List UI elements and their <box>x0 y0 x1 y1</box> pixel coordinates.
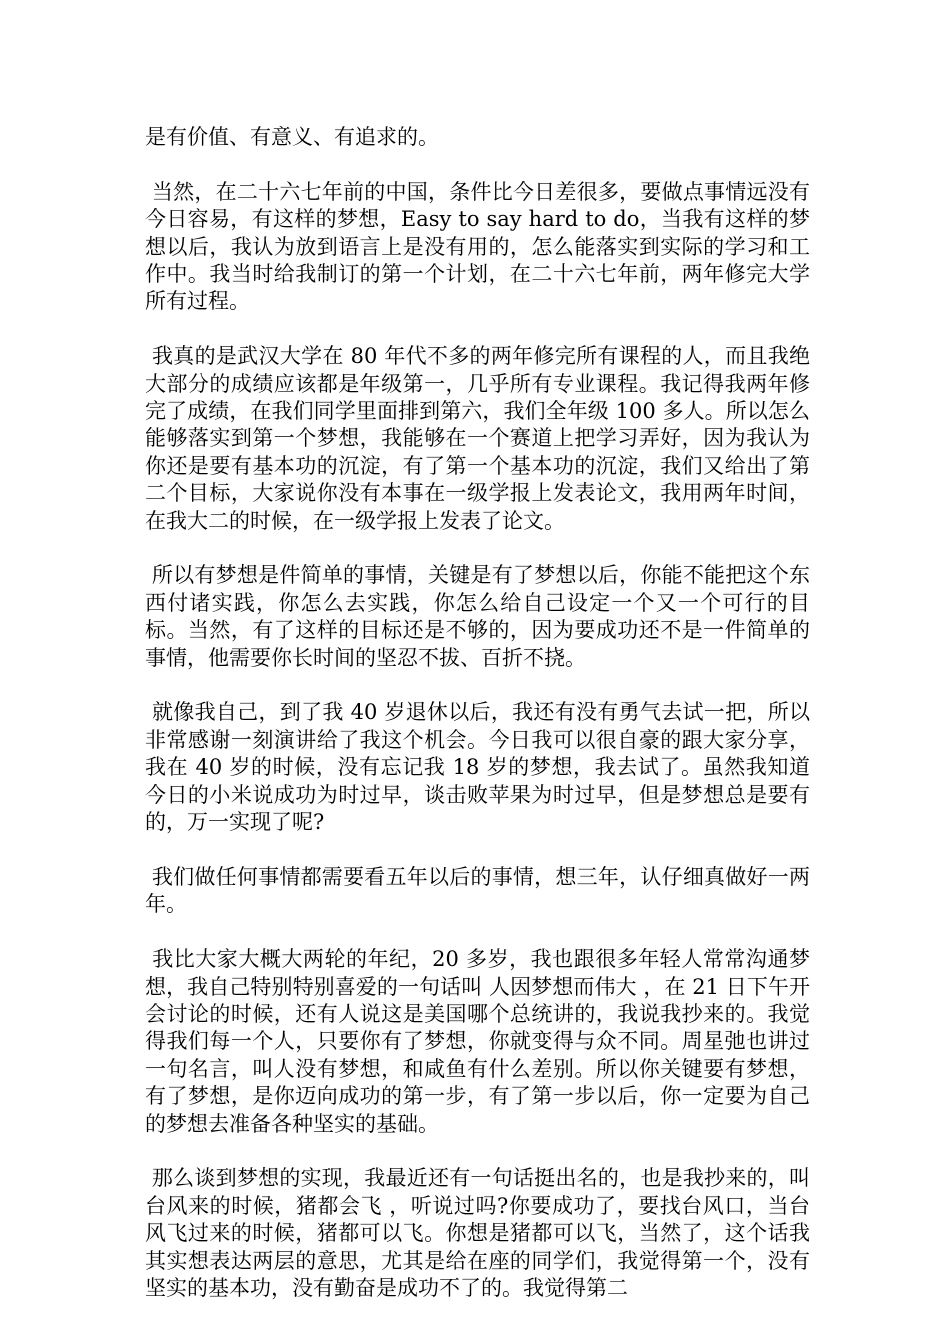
paragraph-7: 我比大家大概大两轮的年纪，20 多岁，我也跟很多年轻人常常沟通梦想，我自己特别特别喜爱的一句话叫 人因梦想而伟大 ，在 21 日下午开会讨论的时候，还有人说这是美国哪个总统讲的，我说我抄来的。我觉得我们每一个人，只要你有了梦想，你就变得与众不同。周星弛也讲过一句名言，叫人没有梦想，和咸鱼有什么差别。所以你关键要有梦想，有了梦想，是你迈向成功的第一步，有了第一步以后，你一定要为自己的梦想去准备各种坚实的基础。 <box>145 947 810 1136</box>
paragraph-3: 我真的是武汉大学在 80 年代不多的两年修完所有课程的人，而且我绝大部分的成绩应该都是年级第一，几乎所有专业课程。我记得我两年修完了成绩，在我们同学里面排到第六，我们全年级 100 多人。所以怎么能够落实到第一个梦想，我能够在一个赛道上把学习弄好，因为我认为你还是要有基本功的沉淀，有了第一个基本功的沉淀，我们又给出了第二个目标，大家说你没有本事在一级学报上发表论文，我用两年时间，在我大二的时候，在一级学报上发表了论文。 <box>145 344 810 533</box>
paragraph-4: 所以有梦想是件简单的事情，关键是有了梦想以后，你能不能把这个东西付诸实践，你怎么去实践，你怎么给自己设定一个又一个可行的目标。当然，有了这样的目标还是不够的，因为要成功还不是一件简单的事情，他需要你长时间的坚忍不拔、百折不挠。 <box>145 563 810 670</box>
paragraph-8: 那么谈到梦想的实现，我最近还有一句话挺出名的，也是我抄来的，叫 台风来的时候，猪都会飞 ，听说过吗?你要成功了，要找台风口，当台风飞过来的时候，猪都可以飞。你想是猪都可以飞，当然了，这个话我其实想表达两层的意思，尤其是给在座的同学们，我觉得第一个，没有坚实的基本功，没有勤奋是成功不了的。我觉得第二 <box>145 1166 817 1300</box>
paragraph-5: 就像我自己，到了我 40 岁退休以后，我还有没有勇气去试一把，所以非常感谢一刻演讲给了我这个机会。今日我可以很自豪的跟大家分享，我在 40 岁的时候，没有忘记我 18 岁的梦想，我去试了。虽然我知道今日的小米说成功为时过早，谈击败苹果为时过早，但是梦想总是要有的，万一实现了呢? <box>145 700 810 835</box>
document-body <box>145 124 817 1330</box>
paragraph-1: 是有价值、有意义、有追求的。 <box>145 125 439 149</box>
paragraph-6: 我们做任何事情都需要看五年以后的事情，想三年，认仔细真做好一两年。 <box>145 864 810 917</box>
paragraph-2: 当然，在二十六七年前的中国，条件比今日差很多，要做点事情远没有今日容易，有这样的梦想，Easy to say hard to do，当我有这样的梦想以后，我认为放到语言上是没有用的，怎么能落实到实际的学习和工作中。我当时给我制订的第一个计划，在二十六七年前，两年修完大学所有过程。 <box>145 179 810 314</box>
